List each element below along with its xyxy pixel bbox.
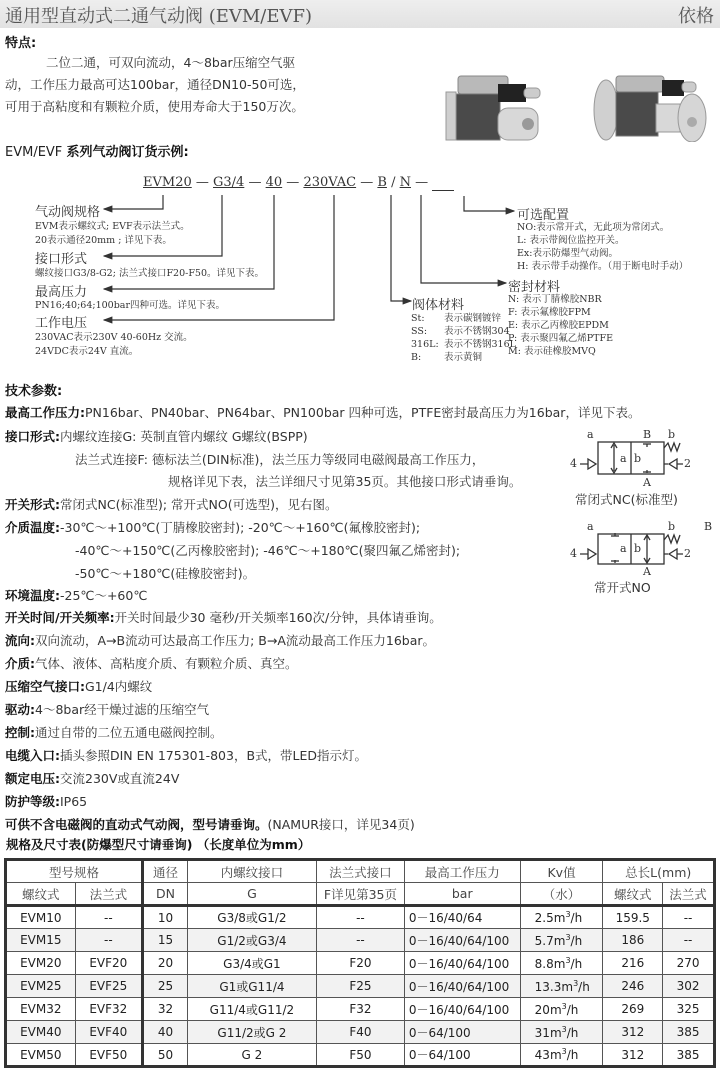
param-value: 4～8bar经干燥过滤的压缩空气: [35, 702, 210, 717]
cell-model-thread: EVM40: [6, 1021, 76, 1044]
kv-unit: /h: [566, 1002, 579, 1017]
cell-length-flange: 302: [663, 975, 715, 998]
param-key: 流向:: [5, 633, 35, 648]
code-part-voltage: 230VAC: [303, 175, 357, 190]
cell-model-flange: EVF50: [75, 1044, 143, 1067]
cell-pressure: 0－16/40/64/100: [404, 975, 520, 998]
seal-material-label: 密封材料: [508, 280, 561, 295]
no-label-b: b: [668, 520, 676, 533]
group-pressure-label: 最高压力: [35, 285, 88, 300]
cell-kv: [520, 998, 603, 1021]
no-caption: 常开式NO: [594, 580, 651, 595]
body-material-key: St:: [411, 313, 425, 324]
th-dn-unit: DN: [143, 883, 188, 906]
page-title: 通用型直动式二通气动阀 (EVM/EVF): [5, 6, 313, 27]
param-key: 最高工作压力:: [5, 405, 85, 420]
kv-unit: /h: [578, 979, 590, 994]
tech-param: [5, 586, 147, 604]
leader-spec: [104, 195, 163, 209]
cell-model-thread: EVM50: [6, 1044, 76, 1067]
tech-param: [5, 677, 152, 695]
tech-param: [5, 723, 223, 741]
table-row: [6, 998, 715, 1021]
param-value: 内螺纹连接G: 英制直管内螺纹 G螺纹(BSPP): [60, 429, 308, 444]
param-value: 插头参照DIN EN 175301-803，B式，带LED指示灯。: [60, 748, 368, 763]
group-voltage-label: 工作电压: [35, 316, 88, 331]
option-item: L: 表示带阀位监控开关。: [517, 235, 625, 246]
kv-unit: /h: [570, 933, 583, 948]
param-key: 介质:: [5, 656, 35, 671]
tech-param: [5, 518, 420, 536]
valve-symbols: [560, 420, 720, 600]
seal-material-item: P: 表示聚四氟乙烯PTFE: [508, 333, 614, 344]
th-flange: 法兰式接口: [317, 860, 405, 883]
kv-value: 8.8: [534, 956, 554, 971]
cell-thread: G3/4或G1: [187, 952, 316, 975]
nc-caption: 常闭式NC(标准型): [575, 492, 678, 507]
kv-unit: m: [549, 1002, 562, 1017]
tech-heading: 技术参数:: [5, 384, 63, 399]
code-part-spec: EVM20: [143, 175, 192, 190]
cell-pressure: 0－16/40/64: [404, 906, 520, 929]
kv-value: 5.7: [534, 933, 554, 948]
cell-length-thread: 216: [603, 952, 663, 975]
cell-model-thread: EVM15: [6, 929, 76, 952]
body-material-key: SS:: [411, 326, 428, 337]
tech-param-cont: 法兰式连接F: 德标法兰(DIN标准)，法兰压力等级同电磁阀最高工作压力，: [75, 452, 485, 467]
cell-length-thread: 312: [603, 1021, 663, 1044]
th-pressure: 最高工作压力: [404, 860, 520, 883]
no-label-a: a: [587, 520, 594, 533]
feature-line: 动，工作压力最高可达100bar，通径DN10-50可选，: [5, 77, 305, 92]
kv-value: 31: [534, 1025, 550, 1040]
cell-flange: F32: [317, 998, 405, 1021]
tech-param-cont: -40℃～+150℃(乙丙橡胶密封); -46℃～+180℃(聚四氟乙烯密封);: [75, 543, 461, 558]
option-item: Ex:表示防爆型气动阀。: [517, 248, 618, 259]
th-length: 总长L(mm): [603, 860, 715, 883]
param-key: 电缆入口:: [5, 748, 60, 763]
th-kv: Kv值: [520, 860, 603, 883]
cell-dn: 25: [143, 975, 188, 998]
param-key: 介质温度:: [5, 520, 60, 535]
cell-model-flange: EVF25: [75, 975, 143, 998]
cell-model-thread: EVM25: [6, 975, 76, 998]
kv-unit: m: [549, 1048, 562, 1062]
cell-dn: 10: [143, 906, 188, 929]
group-voltage-note: 24VDC表示24V 直流。: [35, 346, 139, 357]
tech-param: [5, 608, 442, 626]
param-key: 环境温度:: [5, 588, 60, 603]
code-separator: —: [195, 175, 209, 190]
cell-model-flange: --: [75, 906, 143, 929]
seal-material-item: M: 表示硅橡胶MVQ: [508, 346, 596, 357]
seal-material-item: N: 表示丁腈橡胶NBR: [508, 294, 602, 305]
th-length-thread: 螺纹式: [603, 883, 663, 906]
cell-pressure: 0－16/40/64/100: [404, 998, 520, 1021]
cell-pressure: 0－16/40/64/100: [404, 952, 520, 975]
cell-kv: [520, 906, 603, 929]
group-spec-note: 20表示通径20mm ; 详见下表。: [35, 235, 172, 246]
th-pressure-unit: bar: [404, 883, 520, 906]
ordering-heading-prefix: EVM/EVF: [5, 145, 63, 160]
group-voltage-note: 230VAC表示230V 40-60Hz 交流。: [35, 332, 193, 343]
group-spec-note: EVM表示螺纹式; EVF表示法兰式。: [35, 221, 190, 232]
cell-length-thread: 186: [603, 929, 663, 952]
param-value: 常闭式NC(标准型); 常开式NO(可选型)，见右图。: [60, 497, 338, 512]
cell-pressure: 0－64/100: [404, 1044, 520, 1067]
cell-model-flange: EVF32: [75, 998, 143, 1021]
param-value: IP65: [60, 794, 88, 809]
code-separator: —: [286, 175, 300, 190]
kv-unit: m: [553, 911, 566, 925]
code-part-body: B: [377, 175, 387, 190]
param-value: 双向流动，A→B流动可达最高工作压力; B→A流动最高工作压力16bar。: [35, 633, 436, 648]
cell-length-flange: 325: [663, 998, 715, 1021]
param-key: 开关时间/开关频率:: [5, 610, 115, 625]
namur-note: [5, 815, 415, 833]
tech-param: [5, 746, 367, 764]
kv-unit-exp: 3: [561, 1047, 567, 1056]
namur-note-tail: (NAMUR接口，详见34页): [267, 817, 415, 832]
option-item: H: 表示带手动操作。（用于断电时手动）: [517, 261, 689, 272]
feature-line: 二位二通，可双向流动，4～8bar压缩空气驱: [46, 55, 296, 70]
group-pressure-note: PN16;40;64;100bar四种可选。详见下表。: [35, 300, 225, 311]
body-material-list: [411, 312, 516, 364]
cell-thread: G1/2或G3/4: [187, 929, 316, 952]
code-separator: —: [360, 175, 374, 190]
code-part-pressure: 40: [265, 175, 283, 190]
cell-model-flange: EVF20: [75, 952, 143, 975]
nc-label-A: A: [643, 476, 651, 489]
param-value: 开关时间最少30 毫秒/开关频率160次/分钟，具体请垂询。: [114, 610, 442, 625]
cell-dn: 15: [143, 929, 188, 952]
cell-model-thread: EVM10: [6, 906, 76, 929]
kv-unit: /h: [566, 1048, 579, 1062]
cell-kv: [520, 1044, 603, 1067]
features-heading: 特点:: [5, 36, 37, 51]
nc-port-2: 2: [684, 457, 691, 470]
th-thread: 内螺纹接口: [187, 860, 316, 883]
th-flange-unit: F详见第35页: [317, 883, 405, 906]
cell-length-thread: 269: [603, 998, 663, 1021]
group-port-label: 接口形式: [35, 252, 88, 267]
kv-value: 13.3: [534, 979, 562, 994]
th-length-flange: 法兰式: [663, 883, 715, 906]
cell-length-flange: 385: [663, 1044, 715, 1067]
cell-flange: F40: [317, 1021, 405, 1044]
nc-symbol: [580, 442, 683, 474]
spec-table: [4, 858, 716, 1068]
tech-param: [5, 495, 337, 513]
param-value: 气体、液体、高粘度介质、有颗粒介质、真空。: [35, 656, 298, 671]
cell-length-thread: 246: [603, 975, 663, 998]
tech-param: [5, 792, 87, 810]
param-value: G1/4内螺纹: [85, 679, 153, 694]
body-material-key: 316L:: [411, 339, 439, 350]
th-model-flange: 法兰式: [75, 883, 143, 906]
nc-label-b: b: [668, 428, 676, 441]
leader-option: [464, 196, 514, 211]
th-model: 型号规格: [6, 860, 143, 883]
tech-param: [5, 403, 640, 421]
option-item: NO:表示常开式，无此项为常闭式。: [517, 222, 670, 233]
table-row: [6, 929, 715, 952]
code-separator: —: [248, 175, 262, 190]
feature-line: 可用于高粘度和有颗粒介质，使用寿命大于150万次。: [5, 99, 304, 114]
param-key: 驱动:: [5, 702, 35, 717]
kv-unit-exp: 3: [561, 1001, 567, 1011]
code-part-seal: N: [399, 175, 411, 190]
param-value: 交流230V或直流24V: [60, 771, 180, 786]
tech-param: [5, 427, 308, 445]
nc-label-B: B: [643, 428, 652, 441]
cell-kv: [520, 1021, 603, 1044]
cell-thread: G1或G11/4: [187, 975, 316, 998]
kv-unit-exp: 3: [565, 955, 571, 965]
cell-kv: [520, 975, 603, 998]
body-material-value: 表示黄铜: [444, 352, 483, 363]
kv-unit-exp: 3: [565, 910, 571, 919]
seal-material-list: [508, 293, 613, 358]
cell-thread: G11/2或G 2: [187, 1021, 316, 1044]
kv-value: 43: [534, 1048, 550, 1062]
nc-inner-a: a: [620, 452, 627, 465]
cell-flange: F25: [317, 975, 405, 998]
no-symbol: [580, 533, 683, 564]
cell-length-flange: --: [663, 929, 715, 952]
kv-unit: m: [549, 1025, 562, 1040]
tech-param: [5, 700, 209, 718]
kv-value: 2.5: [534, 911, 554, 925]
cell-length-flange: --: [663, 906, 715, 929]
cell-dn: 50: [143, 1044, 188, 1067]
cell-flange: --: [317, 906, 405, 929]
param-value: -25℃～+60℃: [60, 588, 148, 603]
cell-pressure: 0－64/100: [404, 1021, 520, 1044]
kv-unit: m: [553, 933, 566, 948]
table-body: [6, 906, 715, 1067]
param-key: 压缩空气接口:: [5, 679, 85, 694]
cell-kv: [520, 952, 603, 975]
param-key: 接口形式:: [5, 429, 60, 444]
tech-param: [5, 654, 298, 672]
kv-unit: m: [561, 979, 574, 994]
options-label: 可选配置: [517, 208, 570, 223]
no-port-2: 2: [684, 547, 691, 560]
code-part-port: G3/4: [213, 175, 245, 190]
cell-kv: [520, 929, 603, 952]
cell-model-thread: EVM32: [6, 998, 76, 1021]
options-list: [517, 221, 688, 273]
cell-model-flange: --: [75, 929, 143, 952]
no-port-4: 4: [570, 547, 577, 560]
cell-pressure: 0－16/40/64/100: [404, 929, 520, 952]
cell-dn: 20: [143, 952, 188, 975]
th-thread-unit: G: [187, 883, 316, 906]
param-value: PN16bar、PN40bar、PN64bar、PN100bar 四种可选，PTFE密封最高压力为16bar，详见下表。: [85, 405, 641, 420]
tech-param: [5, 769, 179, 787]
table-title: 规格及尺寸表(防爆型尺寸请垂询) （长度单位为mm）: [6, 837, 311, 852]
table-row: [6, 1044, 715, 1067]
no-inner-a: a: [620, 542, 627, 555]
code-separator: /: [391, 175, 396, 190]
seal-material-item: F: 表示氟橡胶FPM: [508, 307, 591, 318]
cell-thread: G3/8或G1/2: [187, 906, 316, 929]
body-material-label: 阀体材料: [412, 298, 465, 313]
leader-body: [391, 195, 411, 301]
table-row: [6, 1021, 715, 1044]
param-key: 防护等级:: [5, 794, 60, 809]
no-inner-b: b: [634, 542, 642, 555]
no-label-B: B: [704, 520, 713, 533]
cell-dn: 32: [143, 998, 188, 1021]
namur-note-text: 可供不含电磁阀的直动式气动阀，型号请垂询。: [5, 817, 268, 832]
cell-length-thread: 312: [603, 1044, 663, 1067]
seal-material-item: E: 表示乙丙橡胶EPDM: [508, 320, 609, 331]
group-port-note: 螺纹接口G3/8-G2; 法兰式接口F20-F50。详见下表。: [35, 268, 265, 279]
param-value: -30℃～+100℃(丁腈橡胶密封); -20℃～+160℃(氟橡胶密封);: [60, 520, 421, 535]
cell-thread: G 2: [187, 1044, 316, 1067]
param-key: 控制:: [5, 725, 35, 740]
th-kv-unit: （水）: [520, 883, 603, 906]
cell-flange: F20: [317, 952, 405, 975]
table-row: [6, 906, 715, 929]
kv-unit-exp: 3: [573, 978, 579, 988]
group-spec-label: 气动阀规格: [35, 205, 101, 220]
cell-model-thread: EVM20: [6, 952, 76, 975]
nc-port-4: 4: [570, 457, 577, 470]
body-material-value: 表示不锈钢304: [444, 326, 510, 337]
param-value: 通过自带的二位五通电磁阀控制。: [35, 725, 223, 740]
cell-length-thread: 159.5: [603, 906, 663, 929]
tech-param-cont: 规格详见下表，法兰详细尺寸见第35页。其他接口形式请垂询。: [168, 474, 522, 489]
kv-value: 20: [534, 1002, 550, 1017]
kv-unit: /h: [570, 911, 583, 925]
nc-inner-b: b: [634, 452, 642, 465]
ordering-heading-text: 系列气动阀订货示例:: [66, 145, 189, 160]
body-material-value: 表示碳钢镀锌: [444, 313, 502, 324]
cell-model-flange: EVF40: [75, 1021, 143, 1044]
kv-unit-exp: 3: [565, 932, 571, 942]
brand-name: 依格: [678, 6, 714, 27]
table-row: [6, 952, 715, 975]
cell-length-flange: 270: [663, 952, 715, 975]
code-separator: —: [415, 175, 429, 190]
param-key: 额定电压:: [5, 771, 60, 786]
kv-unit-exp: 3: [561, 1024, 567, 1034]
tech-param: [5, 631, 435, 649]
cell-length-flange: 385: [663, 1021, 715, 1044]
cell-thread: G11/4或G11/2: [187, 998, 316, 1021]
body-material-key: B:: [411, 352, 422, 363]
kv-unit: /h: [570, 956, 583, 971]
th-dn: 通径: [143, 860, 188, 883]
param-key: 开关形式:: [5, 497, 60, 512]
cell-flange: F50: [317, 1044, 405, 1067]
kv-unit: m: [553, 956, 566, 971]
table-row: [6, 975, 715, 998]
no-label-A: A: [643, 565, 651, 578]
th-model-thread: 螺纹式: [6, 883, 76, 906]
cell-dn: 40: [143, 1021, 188, 1044]
body-material-value: 表示不锈钢316L: [444, 339, 516, 350]
tech-param-cont: -50℃～+180℃(硅橡胶密封)。: [75, 566, 256, 581]
kv-unit: /h: [566, 1025, 579, 1040]
nc-label-a: a: [587, 428, 594, 441]
cell-flange: --: [317, 929, 405, 952]
